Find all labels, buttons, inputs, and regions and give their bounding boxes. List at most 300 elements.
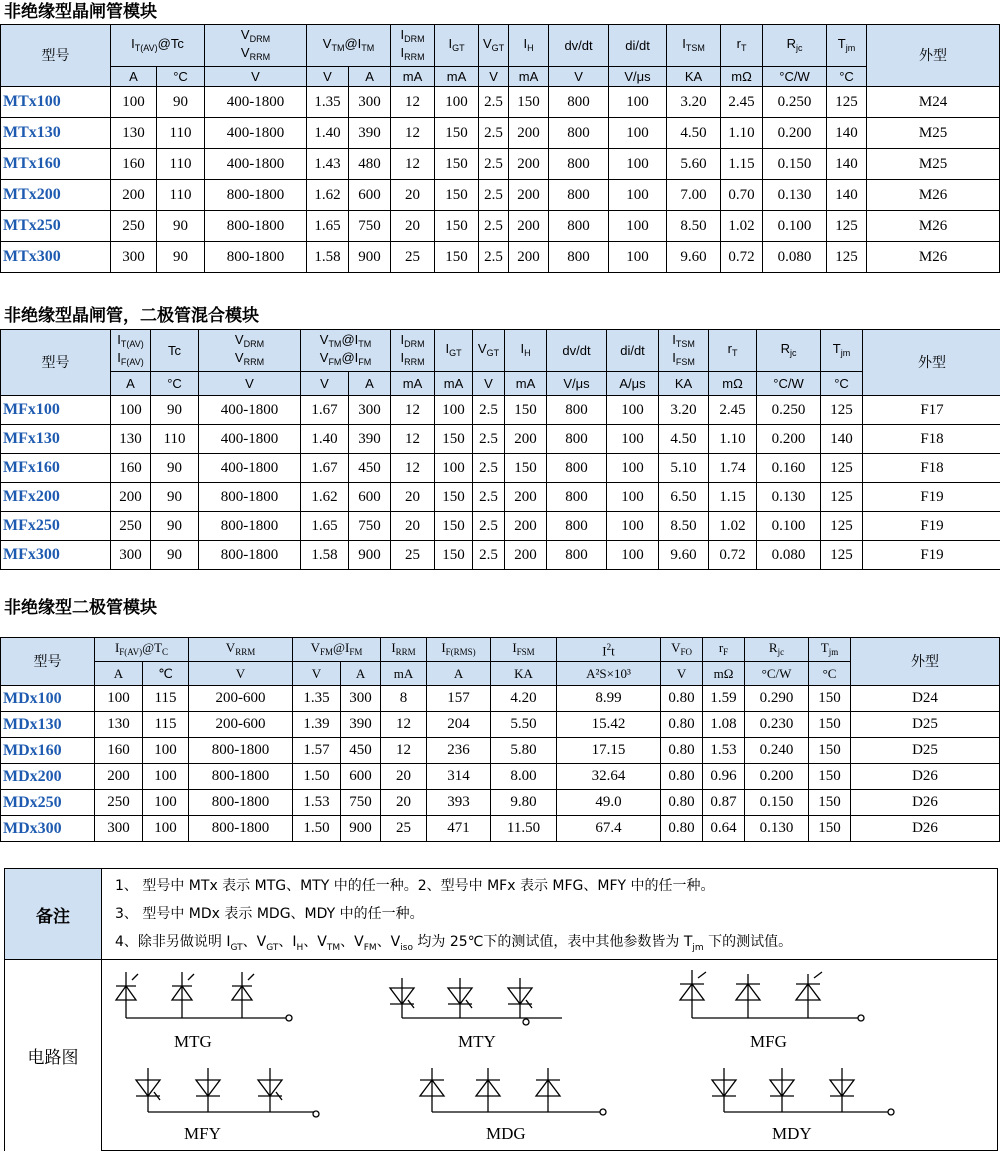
value-cell: 750 (341, 790, 381, 816)
value-cell: 100 (607, 541, 659, 570)
value-cell: 900 (341, 816, 381, 842)
header-rf: $r_F$ (703, 638, 745, 662)
value-cell: 150 (505, 454, 547, 483)
value-cell: 600 (341, 764, 381, 790)
value-cell: 800-1800 (189, 738, 293, 764)
table-row (1, 180, 1000, 211)
value-cell: 150 (435, 425, 473, 454)
value-cell: 471 (427, 816, 491, 842)
mf-spec-table (0, 329, 1000, 570)
header-rjc: $R_{jc}$ (757, 330, 821, 372)
value-cell: 1.50 (293, 764, 341, 790)
value-cell: 20 (381, 790, 427, 816)
mdg-circuit (420, 1068, 606, 1115)
value-cell: 49.0 (557, 790, 661, 816)
value-cell: 200 (505, 541, 547, 570)
header-tjm: $T_{jm}$ (809, 638, 851, 662)
value-cell: 0.87 (703, 790, 745, 816)
value-cell: 32.64 (557, 764, 661, 790)
value-cell: 12 (391, 149, 435, 180)
unit-cell: V (473, 372, 505, 396)
outline-cell: M26 (867, 211, 1000, 242)
value-cell: 250 (111, 512, 151, 541)
value-cell: 800 (547, 512, 607, 541)
md-section-title: 非绝缘型二极管模块 (4, 598, 157, 618)
value-cell: 140 (821, 425, 863, 454)
value-cell: 400-1800 (205, 87, 307, 118)
value-cell: 100 (609, 118, 667, 149)
value-cell: 750 (349, 211, 391, 242)
value-cell: 393 (427, 790, 491, 816)
value-cell: 150 (435, 483, 473, 512)
value-cell: 20 (391, 483, 435, 512)
table-row (1, 712, 1000, 738)
value-cell: 17.15 (557, 738, 661, 764)
mf-table-body (1, 396, 1000, 570)
value-cell: 2.5 (479, 242, 509, 273)
header-vtm-itm: $V_{TM}@I_{TM}$ (307, 25, 391, 67)
value-cell: 1.53 (293, 790, 341, 816)
model-header: 型号 (1, 330, 111, 396)
value-cell: 800 (549, 118, 609, 149)
header-ih: $I_H$ (505, 330, 547, 372)
mt-table-body (1, 87, 1000, 273)
value-cell: 800-1800 (199, 541, 301, 570)
value-cell: 0.80 (661, 686, 703, 712)
circuit-svg (102, 960, 998, 1151)
value-cell: 100 (143, 764, 189, 790)
unit-cell: °C (151, 372, 199, 396)
value-cell: 800-1800 (199, 512, 301, 541)
value-cell: 1.40 (301, 425, 349, 454)
outline-cell: M26 (867, 180, 1000, 211)
unit-cell: V (293, 662, 341, 686)
value-cell: 1.35 (293, 686, 341, 712)
unit-cell: °C/W (745, 662, 809, 686)
value-cell: 8.50 (659, 512, 709, 541)
header-vtm-vfm: $V_{TM}@I_{TM}$ $V_{FM}@I_{FM}$ (301, 330, 391, 372)
circuit-caption: MFY (184, 1124, 221, 1144)
table-row (1, 738, 1000, 764)
table-row (1, 396, 1000, 425)
value-cell: 5.60 (667, 149, 721, 180)
outline-cell: M24 (867, 87, 1000, 118)
value-cell: 2.5 (479, 118, 509, 149)
value-cell: 90 (151, 396, 199, 425)
value-cell: 8 (381, 686, 427, 712)
model-cell: MFx130 (1, 425, 111, 454)
outline-cell: F19 (863, 483, 1000, 512)
value-cell: 130 (111, 118, 157, 149)
value-cell: 200 (95, 764, 143, 790)
header-rjc: $R_{jc}$ (763, 25, 827, 67)
value-cell: 900 (349, 242, 391, 273)
header-itsm-ifsm: $I_{TSM}$ $I_{FSM}$ (659, 330, 709, 372)
value-cell: 0.64 (703, 816, 745, 842)
value-cell: 8.00 (491, 764, 557, 790)
outline-cell: D25 (851, 712, 1000, 738)
model-cell: MDx200 (1, 764, 95, 790)
value-cell: 100 (609, 87, 667, 118)
unit-cell: A (349, 372, 391, 396)
unit-cell: °C (157, 67, 205, 87)
value-cell: 1.10 (721, 118, 763, 149)
value-cell: 300 (349, 87, 391, 118)
model-cell: MFx160 (1, 454, 111, 483)
header-tjm: $T_{jm}$ (827, 25, 867, 67)
header-vgt: $V_{GT}$ (479, 25, 509, 67)
value-cell: 130 (111, 425, 151, 454)
value-cell: 4.20 (491, 686, 557, 712)
outline-cell: D25 (851, 738, 1000, 764)
header-tjm: $T_{jm}$ (821, 330, 863, 372)
value-cell: 4.50 (667, 118, 721, 149)
value-cell: 0.72 (721, 242, 763, 273)
value-cell: 250 (111, 211, 157, 242)
value-cell: 2.5 (473, 454, 505, 483)
outline-cell: F17 (863, 396, 1000, 425)
value-cell: 300 (111, 242, 157, 273)
value-cell: 90 (157, 87, 205, 118)
value-cell: 150 (509, 87, 549, 118)
value-cell: 200-600 (189, 686, 293, 712)
value-cell: 800-1800 (205, 180, 307, 211)
value-cell: 1.74 (709, 454, 757, 483)
value-cell: 7.00 (667, 180, 721, 211)
header-igt: $I_{GT}$ (435, 25, 479, 67)
unit-cell: A (95, 662, 143, 686)
value-cell: 125 (827, 242, 867, 273)
value-cell: 300 (111, 541, 151, 570)
value-cell: 390 (349, 118, 391, 149)
value-cell: 100 (143, 816, 189, 842)
table-row (1, 425, 1000, 454)
mdy-circuit (712, 1068, 894, 1115)
unit-cell: V/μs (609, 67, 667, 87)
outline-cell: F19 (863, 541, 1000, 570)
value-cell: 9.60 (667, 242, 721, 273)
unit-cell: V/μs (547, 372, 607, 396)
outline-cell: D26 (851, 790, 1000, 816)
value-cell: 5.50 (491, 712, 557, 738)
model-cell: MDx300 (1, 816, 95, 842)
value-cell: 2.5 (473, 483, 505, 512)
value-cell: 157 (427, 686, 491, 712)
value-cell: 0.130 (745, 816, 809, 842)
value-cell: 125 (821, 454, 863, 483)
value-cell: 8.99 (557, 686, 661, 712)
header-vdrm-vrrm: $V_{DRM}$ $V_{RRM}$ (199, 330, 301, 372)
value-cell: 0.200 (763, 118, 827, 149)
value-cell: 9.60 (659, 541, 709, 570)
value-cell: 0.80 (661, 764, 703, 790)
table-row (1, 454, 1000, 483)
table-row (1, 790, 1000, 816)
unit-cell: V (189, 662, 293, 686)
value-cell: 250 (95, 790, 143, 816)
header-vrrm: $V_{RRM}$ (189, 638, 293, 662)
model-cell: MFx100 (1, 396, 111, 425)
value-cell: 90 (151, 483, 199, 512)
notes-box (4, 868, 998, 1151)
value-cell: 1.15 (721, 149, 763, 180)
value-cell: 150 (809, 790, 851, 816)
value-cell: 0.240 (745, 738, 809, 764)
value-cell: 100 (607, 454, 659, 483)
value-cell: 1.65 (307, 211, 349, 242)
value-cell: 2.45 (709, 396, 757, 425)
value-cell: 400-1800 (205, 149, 307, 180)
value-cell: 110 (157, 118, 205, 149)
value-cell: 2.5 (479, 87, 509, 118)
value-cell: 0.130 (757, 483, 821, 512)
value-cell: 100 (111, 87, 157, 118)
value-cell: 100 (607, 396, 659, 425)
header-idrm-irrm: $I_{DRM}$ $I_{RRM}$ (391, 25, 435, 67)
header-didt: di/dt (607, 330, 659, 372)
value-cell: 300 (95, 816, 143, 842)
value-cell: 150 (435, 541, 473, 570)
value-cell: 800 (547, 454, 607, 483)
value-cell: 314 (427, 764, 491, 790)
value-cell: 12 (391, 118, 435, 149)
value-cell: 1.62 (307, 180, 349, 211)
unit-cell: A (341, 662, 381, 686)
value-cell: 25 (391, 541, 435, 570)
header-rt: $r_T$ (721, 25, 763, 67)
value-cell: 90 (151, 454, 199, 483)
value-cell: 125 (821, 541, 863, 570)
value-cell: 140 (827, 180, 867, 211)
value-cell: 200 (509, 118, 549, 149)
value-cell: 0.080 (757, 541, 821, 570)
value-cell: 100 (609, 180, 667, 211)
unit-cell: KA (667, 67, 721, 87)
value-cell: 150 (809, 764, 851, 790)
value-cell: 2.5 (479, 149, 509, 180)
value-cell: 130 (95, 712, 143, 738)
value-cell: 12 (391, 454, 435, 483)
unit-cell: mA (435, 372, 473, 396)
value-cell: 300 (349, 396, 391, 425)
value-cell: 25 (381, 816, 427, 842)
value-cell: 12 (391, 396, 435, 425)
value-cell: 600 (349, 483, 391, 512)
value-cell: 900 (349, 541, 391, 570)
value-cell: 0.250 (763, 87, 827, 118)
value-cell: 450 (349, 454, 391, 483)
value-cell: 150 (435, 211, 479, 242)
unit-cell: mΩ (709, 372, 757, 396)
unit-cell: V (301, 372, 349, 396)
header-rt: $r_T$ (709, 330, 757, 372)
table-row (1, 483, 1000, 512)
value-cell: 100 (609, 211, 667, 242)
header-itsm: $I_{TSM}$ (667, 25, 721, 67)
value-cell: 800-1800 (205, 211, 307, 242)
value-cell: 2.5 (473, 425, 505, 454)
outline-header: 外型 (867, 25, 1000, 87)
value-cell: 100 (143, 790, 189, 816)
value-cell: 1.43 (307, 149, 349, 180)
unit-cell: A (111, 67, 157, 87)
table-row (1, 149, 1000, 180)
value-cell: 0.150 (745, 790, 809, 816)
value-cell: 90 (157, 211, 205, 242)
value-cell: 20 (391, 180, 435, 211)
header-vfo: $V_{FO}$ (661, 638, 703, 662)
note-line-3-prefix: 4、除非另做说明 (115, 934, 226, 950)
model-cell: MTx100 (1, 87, 111, 118)
value-cell: 125 (821, 483, 863, 512)
value-cell: 480 (349, 149, 391, 180)
value-cell: 140 (827, 118, 867, 149)
model-cell: MDx130 (1, 712, 95, 738)
model-cell: MFx300 (1, 541, 111, 570)
value-cell: 200 (509, 242, 549, 273)
unit-cell: mA (505, 372, 547, 396)
note-line-3-suffix: 均为 25℃下的测试值，表中其他参数皆为 (413, 934, 684, 950)
value-cell: 1.08 (703, 712, 745, 738)
value-cell: 12 (391, 87, 435, 118)
table-row (1, 242, 1000, 273)
value-cell: 0.80 (661, 790, 703, 816)
value-cell: 0.130 (763, 180, 827, 211)
header-idrm-irrm: $I_{DRM}$ $I_{RRM}$ (391, 330, 435, 372)
table-row (1, 118, 1000, 149)
value-cell: 150 (435, 180, 479, 211)
header-itav-ifav: $I_{T(AV)}$ $I_{F(AV)}$ (111, 330, 151, 372)
value-cell: 100 (607, 483, 659, 512)
header-ifsm: $I_{FSM}$ (491, 638, 557, 662)
value-cell: 200 (111, 483, 151, 512)
value-cell: 150 (435, 242, 479, 273)
value-cell: 204 (427, 712, 491, 738)
unit-cell: mΩ (703, 662, 745, 686)
outline-cell: D24 (851, 686, 1000, 712)
unit-cell: V (661, 662, 703, 686)
value-cell: 300 (341, 686, 381, 712)
value-cell: 2.5 (473, 396, 505, 425)
value-cell: 110 (157, 180, 205, 211)
value-cell: 67.4 (557, 816, 661, 842)
model-cell: MDx100 (1, 686, 95, 712)
value-cell: 150 (505, 396, 547, 425)
value-cell: 90 (151, 541, 199, 570)
value-cell: 3.20 (667, 87, 721, 118)
outline-cell: M25 (867, 118, 1000, 149)
value-cell: 0.80 (661, 712, 703, 738)
value-cell: 1.57 (293, 738, 341, 764)
value-cell: 150 (809, 686, 851, 712)
value-cell: 750 (349, 512, 391, 541)
value-cell: 1.59 (703, 686, 745, 712)
value-cell: 400-1800 (199, 396, 301, 425)
header-igt: $I_{GT}$ (435, 330, 473, 372)
table-row (1, 87, 1000, 118)
value-cell: 100 (95, 686, 143, 712)
value-cell: 0.80 (661, 816, 703, 842)
value-cell: 20 (381, 764, 427, 790)
unit-cell: °C (809, 662, 851, 686)
value-cell: 110 (157, 149, 205, 180)
value-cell: 600 (349, 180, 391, 211)
value-cell: 1.10 (709, 425, 757, 454)
value-cell: 400-1800 (205, 118, 307, 149)
value-cell: 90 (151, 512, 199, 541)
value-cell: 2.5 (479, 180, 509, 211)
value-cell: 1.15 (709, 483, 757, 512)
unit-cell: °C/W (757, 372, 821, 396)
value-cell: 100 (111, 396, 151, 425)
model-cell: MTx300 (1, 242, 111, 273)
header-i2t: $I^2t$ (557, 638, 661, 662)
unit-cell: mA (391, 372, 435, 396)
circuit-caption: MDG (486, 1124, 526, 1144)
unit-cell: mA (509, 67, 549, 87)
table-row (1, 512, 1000, 541)
note-line-3: 4、除非另做说明 $I_{GT}$、$V_{GT}$、$I_H$、$V_{TM}$、$V_{FM}$、$V_{iso}$ 均为 25℃下的测试值，表中其他参数皆为 $T_{jm}$ 下的测试值。 (115, 933, 792, 957)
value-cell: 0.72 (709, 541, 757, 570)
outline-cell: D26 (851, 764, 1000, 790)
value-cell: 115 (143, 686, 189, 712)
header-vgt: $V_{GT}$ (473, 330, 505, 372)
units-row (1, 67, 1000, 87)
mt-spec-table (0, 24, 1000, 273)
value-cell: 20 (391, 211, 435, 242)
value-cell: 9.80 (491, 790, 557, 816)
value-cell: 150 (809, 738, 851, 764)
header-tc: Tc (151, 330, 199, 372)
unit-cell: A (349, 67, 391, 87)
value-cell: 2.5 (479, 211, 509, 242)
value-cell: 150 (435, 149, 479, 180)
value-cell: 150 (809, 712, 851, 738)
header-rjc: $R_{jc}$ (745, 638, 809, 662)
value-cell: 125 (821, 396, 863, 425)
unit-cell: °C/W (763, 67, 827, 87)
value-cell: 1.58 (301, 541, 349, 570)
value-cell: 100 (435, 396, 473, 425)
value-cell: 100 (607, 425, 659, 454)
model-cell: MFx200 (1, 483, 111, 512)
unit-cell: V (549, 67, 609, 87)
unit-cell: mA (435, 67, 479, 87)
value-cell: 1.02 (721, 211, 763, 242)
unit-cell: mΩ (721, 67, 763, 87)
unit-cell: KA (659, 372, 709, 396)
value-cell: 5.80 (491, 738, 557, 764)
value-cell: 100 (609, 242, 667, 273)
value-cell: 160 (95, 738, 143, 764)
value-cell: 800-1800 (189, 764, 293, 790)
model-cell: MFx250 (1, 512, 111, 541)
md-spec-table (0, 637, 1000, 842)
value-cell: 1.53 (703, 738, 745, 764)
value-cell: 6.50 (659, 483, 709, 512)
outline-header: 外型 (851, 638, 1000, 686)
mf-section-title: 非绝缘型晶闸管，二极管混合模块 (4, 306, 259, 326)
value-cell: 390 (349, 425, 391, 454)
value-cell: 0.290 (745, 686, 809, 712)
value-cell: 0.200 (745, 764, 809, 790)
value-cell: 160 (111, 454, 151, 483)
unit-cell: V (307, 67, 349, 87)
value-cell: 800 (547, 396, 607, 425)
model-header: 型号 (1, 25, 111, 87)
value-cell: 200 (505, 512, 547, 541)
value-cell: 200 (505, 425, 547, 454)
